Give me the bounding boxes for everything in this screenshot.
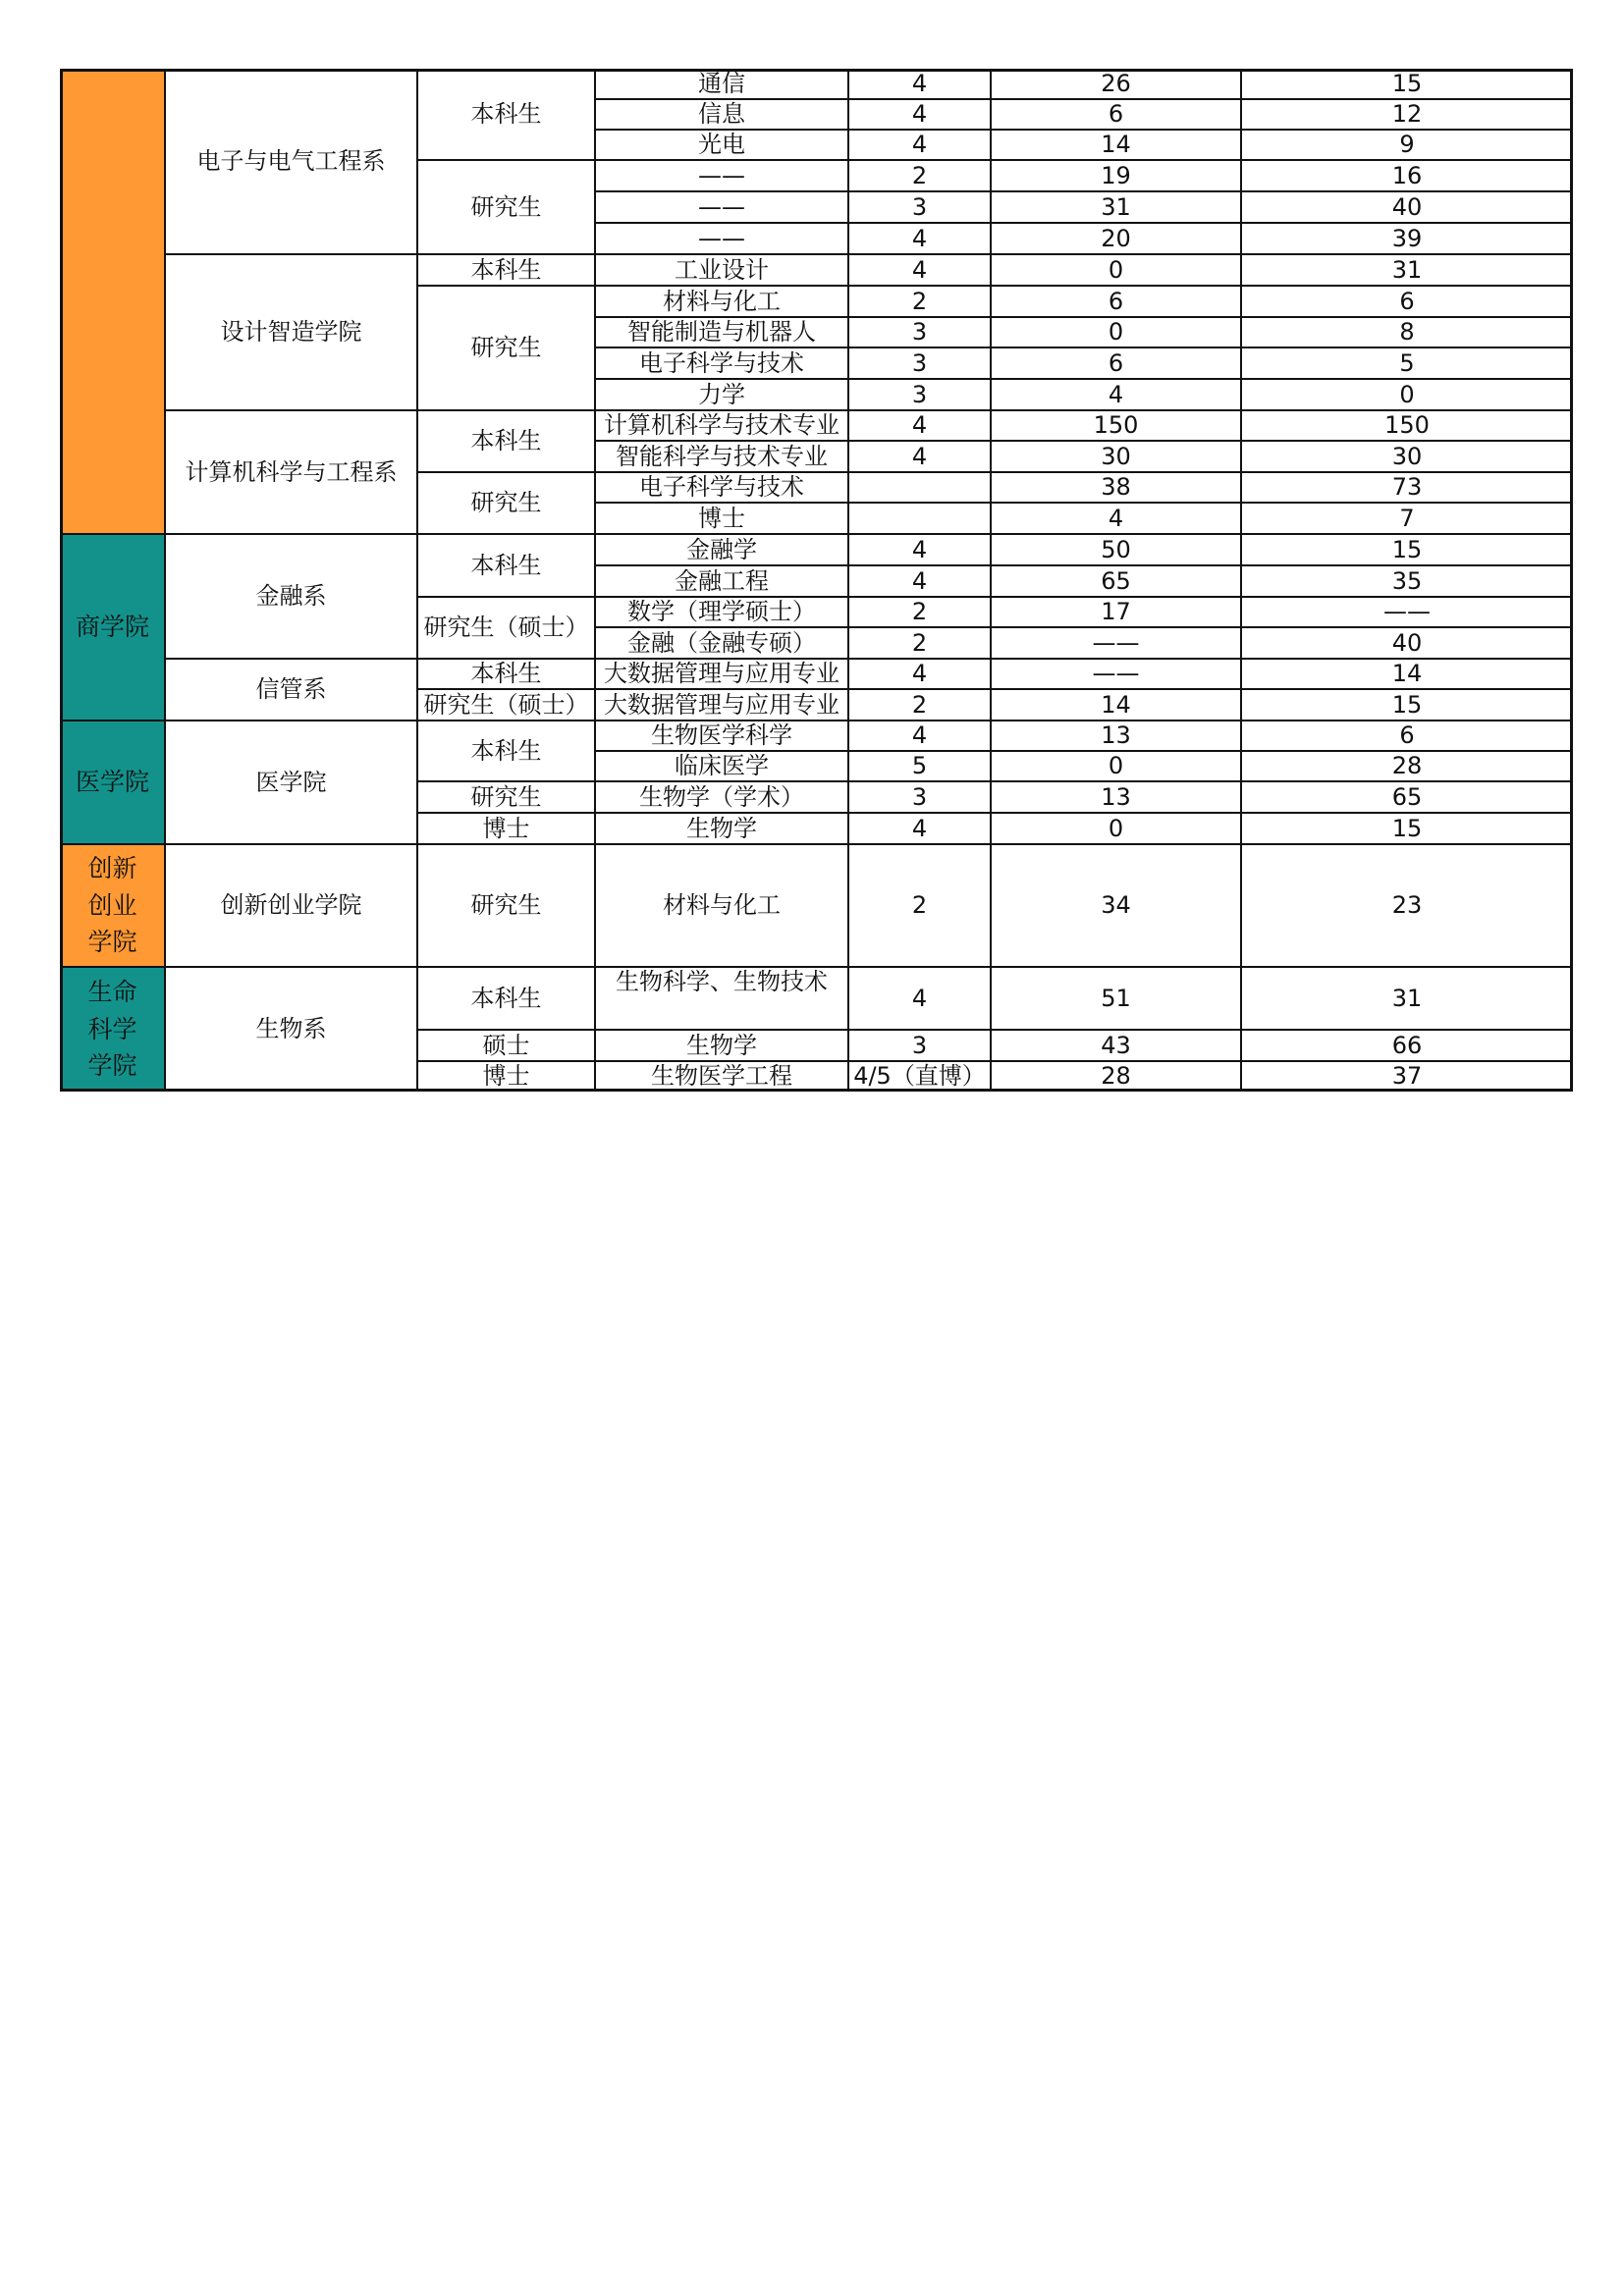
major-cell: 博士 bbox=[698, 504, 745, 532]
value-cell: 0 bbox=[1108, 752, 1124, 780]
value-cell: 19 bbox=[1101, 161, 1131, 189]
value-cell: 14 bbox=[1391, 660, 1423, 688]
value-cell: 65 bbox=[1391, 782, 1423, 811]
major-cell: 电子科学与技术 bbox=[639, 348, 804, 377]
value-cell: 0 bbox=[1108, 255, 1124, 284]
value-cell: —— bbox=[1092, 628, 1140, 657]
value-cell: 150 bbox=[1384, 411, 1430, 440]
duration-cell: 4 bbox=[911, 721, 928, 750]
duration-cell: 3 bbox=[911, 348, 928, 377]
value-cell: 26 bbox=[1101, 70, 1131, 98]
major-cell: 生物学 bbox=[686, 1031, 757, 1059]
department-cell: 电子与电气工程系 bbox=[196, 147, 386, 176]
college-cell: 生命 科学 学院 bbox=[60, 967, 165, 1092]
major-cell: 智能科学与技术专业 bbox=[616, 442, 828, 470]
degree-level-cell: 研究生（硕士） bbox=[423, 690, 589, 719]
major-cell: 临床医学 bbox=[675, 752, 769, 780]
value-cell: 9 bbox=[1399, 131, 1415, 159]
value-cell: 6 bbox=[1108, 100, 1124, 129]
duration-cell: 2 bbox=[911, 598, 928, 626]
value-cell: 23 bbox=[1391, 891, 1423, 920]
degree-level-cell: 研究生 bbox=[470, 334, 542, 362]
duration-cell: 4/5（直博） bbox=[853, 1062, 986, 1091]
value-cell: 4 bbox=[1108, 380, 1124, 408]
duration-cell bbox=[848, 503, 991, 534]
duration-cell: 3 bbox=[911, 380, 928, 408]
value-cell: 15 bbox=[1391, 690, 1423, 719]
value-cell: 6 bbox=[1108, 348, 1124, 377]
duration-cell: 4 bbox=[911, 814, 928, 842]
value-cell: 0 bbox=[1108, 814, 1124, 842]
degree-level-cell: 研究生 bbox=[470, 891, 542, 920]
degree-level-cell: 研究生（硕士） bbox=[423, 614, 589, 642]
value-cell: 43 bbox=[1101, 1031, 1131, 1059]
value-cell: 14 bbox=[1101, 131, 1131, 159]
value-cell: 35 bbox=[1391, 566, 1423, 595]
value-cell: 6 bbox=[1399, 721, 1415, 750]
duration-cell: 3 bbox=[911, 192, 928, 221]
duration-cell: 4 bbox=[911, 224, 928, 252]
department-cell: 设计智造学院 bbox=[220, 318, 362, 347]
value-cell: 4 bbox=[1108, 504, 1124, 532]
value-cell: 14 bbox=[1101, 690, 1131, 719]
value-cell: 30 bbox=[1101, 442, 1131, 470]
major-cell: 生物科学、生物技术 bbox=[616, 968, 828, 995]
value-cell: 15 bbox=[1391, 814, 1423, 842]
duration-cell: 4 bbox=[911, 255, 928, 284]
value-cell: 30 bbox=[1391, 442, 1423, 470]
value-cell: 50 bbox=[1101, 535, 1131, 563]
department-cell: 信管系 bbox=[255, 675, 327, 704]
major-cell: 力学 bbox=[698, 380, 745, 408]
duration-cell: 2 bbox=[911, 628, 928, 657]
value-cell: 31 bbox=[1391, 255, 1423, 284]
major-cell: 电子科学与技术 bbox=[639, 473, 804, 502]
duration-cell: 3 bbox=[911, 318, 928, 347]
duration-cell: 3 bbox=[911, 782, 928, 811]
duration-cell: 2 bbox=[911, 690, 928, 719]
value-cell: 16 bbox=[1391, 161, 1423, 189]
value-cell: 12 bbox=[1391, 100, 1423, 129]
value-cell: 8 bbox=[1399, 318, 1415, 347]
duration-cell: 4 bbox=[911, 566, 928, 595]
degree-level-cell: 本科生 bbox=[470, 660, 542, 688]
value-cell: 15 bbox=[1391, 535, 1423, 563]
major-cell: —— bbox=[698, 192, 745, 221]
college-cell: 创新 创业 学院 bbox=[60, 844, 165, 967]
value-cell: —— bbox=[1383, 598, 1431, 626]
major-cell: —— bbox=[698, 224, 745, 252]
value-cell: 34 bbox=[1101, 891, 1131, 920]
degree-level-cell: 本科生 bbox=[470, 427, 542, 455]
degree-level-cell: 研究生 bbox=[470, 782, 542, 811]
major-cell: 大数据管理与应用专业 bbox=[604, 690, 839, 719]
value-cell: 40 bbox=[1391, 192, 1423, 221]
degree-level-cell: 研究生 bbox=[470, 192, 542, 221]
value-cell: 15 bbox=[1391, 70, 1423, 98]
major-cell: 大数据管理与应用专业 bbox=[604, 660, 839, 688]
duration-cell: 4 bbox=[911, 535, 928, 563]
duration-cell: 4 bbox=[911, 984, 928, 1012]
duration-cell: 2 bbox=[911, 161, 928, 189]
major-cell: 工业设计 bbox=[675, 255, 769, 284]
degree-level-cell: 本科生 bbox=[470, 255, 542, 284]
value-cell: 13 bbox=[1101, 782, 1131, 811]
value-cell: 31 bbox=[1391, 984, 1423, 1012]
value-cell: 5 bbox=[1399, 348, 1415, 377]
major-cell: 材料与化工 bbox=[663, 891, 781, 920]
major-cell: 通信 bbox=[698, 70, 745, 98]
value-cell: 28 bbox=[1101, 1062, 1131, 1091]
major-cell: 生物学 bbox=[686, 814, 757, 842]
degree-level-cell: 本科生 bbox=[470, 100, 542, 129]
value-cell: 31 bbox=[1101, 192, 1131, 221]
major-cell: 金融（金融专硕） bbox=[627, 628, 816, 657]
value-cell: 150 bbox=[1093, 411, 1139, 440]
duration-cell: 2 bbox=[911, 287, 928, 315]
major-cell: 光电 bbox=[698, 131, 745, 159]
degree-level-cell: 硕士 bbox=[482, 1031, 530, 1059]
duration-cell: 4 bbox=[911, 131, 928, 159]
duration-cell: 3 bbox=[911, 1031, 928, 1059]
value-cell: 39 bbox=[1391, 224, 1423, 252]
major-cell: 信息 bbox=[698, 100, 745, 129]
major-cell: 生物医学工程 bbox=[651, 1062, 792, 1091]
degree-level-cell: 研究生 bbox=[470, 489, 542, 517]
value-cell: 65 bbox=[1101, 566, 1131, 595]
value-cell: 17 bbox=[1101, 598, 1131, 626]
department-cell: 生物系 bbox=[255, 1015, 327, 1043]
value-cell: 6 bbox=[1399, 287, 1415, 315]
duration-cell: 4 bbox=[911, 70, 928, 98]
degree-level-cell: 博士 bbox=[482, 1062, 530, 1091]
major-cell: 生物医学科学 bbox=[651, 721, 792, 750]
major-cell: 材料与化工 bbox=[663, 287, 781, 315]
duration-cell: 4 bbox=[911, 100, 928, 129]
enrollment-table bbox=[60, 69, 1573, 1100]
value-cell: 28 bbox=[1391, 752, 1423, 780]
value-cell: 38 bbox=[1101, 473, 1131, 502]
college-cell bbox=[60, 69, 165, 534]
value-cell: 13 bbox=[1101, 721, 1131, 750]
duration-cell: 2 bbox=[911, 891, 928, 920]
duration-cell: 5 bbox=[911, 752, 928, 780]
major-cell: —— bbox=[698, 161, 745, 189]
department-cell: 金融系 bbox=[255, 582, 327, 611]
major-cell: 生物学（学术） bbox=[639, 782, 804, 811]
value-cell: 7 bbox=[1399, 504, 1415, 532]
value-cell: 51 bbox=[1101, 984, 1131, 1012]
college-cell: 商学院 bbox=[60, 534, 165, 721]
value-cell: 37 bbox=[1391, 1062, 1423, 1091]
degree-level-cell: 本科生 bbox=[470, 984, 542, 1012]
duration-cell: 4 bbox=[911, 660, 928, 688]
value-cell: 40 bbox=[1391, 628, 1423, 657]
major-cell: 计算机科学与技术专业 bbox=[604, 411, 839, 440]
major-cell: 金融工程 bbox=[675, 566, 769, 595]
degree-level-cell: 博士 bbox=[482, 814, 530, 842]
duration-cell bbox=[848, 472, 991, 503]
major-cell: 金融学 bbox=[686, 535, 757, 563]
value-cell: 6 bbox=[1108, 287, 1124, 315]
value-cell: —— bbox=[1092, 660, 1140, 688]
value-cell: 0 bbox=[1108, 318, 1124, 347]
college-cell: 医学院 bbox=[60, 721, 165, 844]
value-cell: 20 bbox=[1101, 224, 1131, 252]
major-cell: 数学（理学硕士） bbox=[627, 598, 816, 626]
department-cell: 计算机科学与工程系 bbox=[185, 457, 398, 486]
value-cell: 73 bbox=[1391, 473, 1423, 502]
duration-cell: 4 bbox=[911, 411, 928, 440]
department-cell: 医学院 bbox=[255, 768, 327, 796]
major-cell: 智能制造与机器人 bbox=[627, 318, 816, 347]
duration-cell: 4 bbox=[911, 442, 928, 470]
value-cell: 0 bbox=[1399, 380, 1415, 408]
degree-level-cell: 本科生 bbox=[470, 551, 542, 579]
value-cell: 66 bbox=[1391, 1031, 1423, 1059]
degree-level-cell: 本科生 bbox=[470, 736, 542, 765]
department-cell: 创新创业学院 bbox=[220, 891, 362, 920]
